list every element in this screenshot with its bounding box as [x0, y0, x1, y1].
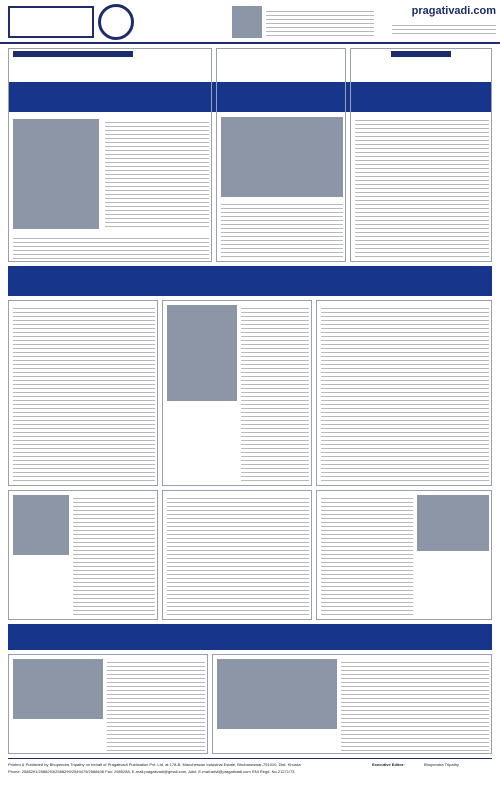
story-center-top-photo	[221, 117, 343, 197]
story-mid-left-text	[13, 305, 155, 483]
story-low-right-photo	[417, 495, 489, 551]
story-center-top-text	[221, 201, 343, 259]
story-bottom-right-text	[341, 659, 489, 751]
story-bottom-right-photo	[217, 659, 337, 729]
story-low-left-photo	[13, 495, 69, 555]
footer-imprint: Printed & Published by Bhupendra Tripathy on behalf of Pragativadi Publication Pvt. Ltd. at 178-B, Mancheswar Industrial Estate, Bhubaneswar-751010, Dist. Khurda	[8, 762, 301, 767]
story-bottom-right	[212, 654, 492, 754]
story-mid-center	[162, 300, 312, 486]
masthead-notice	[266, 8, 374, 36]
website-label[interactable]: pragativadi.com	[411, 5, 496, 17]
story-center-top	[216, 48, 346, 262]
bottom-headline-band	[8, 624, 492, 650]
supplement-title-box	[8, 6, 94, 38]
story-right-top	[350, 48, 492, 262]
story-mid-center-photo	[167, 305, 237, 401]
contact-strip	[392, 22, 496, 36]
anniversary-emblem	[98, 4, 134, 40]
masthead	[0, 0, 500, 44]
story-bottom-left	[8, 654, 208, 754]
story-mid-right-text	[321, 305, 489, 483]
story-bottom-left-photo	[13, 659, 103, 719]
story-mid-left	[8, 300, 158, 486]
story-left-top-text	[105, 119, 209, 229]
story-left-top-kicker	[13, 51, 133, 57]
story-right-top-text	[355, 117, 489, 259]
portrait-photo	[232, 6, 262, 38]
story-mid-right	[316, 300, 492, 486]
story-low-center	[162, 490, 312, 620]
story-low-left-text	[73, 495, 155, 617]
footer-editor-name: Bhupendra Tripathy	[424, 762, 459, 767]
footer-editor-label: Executive Editor:	[372, 762, 405, 767]
story-left-top	[8, 48, 212, 262]
story-right-top-kicker	[391, 51, 451, 57]
story-low-right	[316, 490, 492, 620]
story-mid-center-text	[241, 305, 309, 483]
story-low-left	[8, 490, 158, 620]
story-left-top-photo	[13, 119, 99, 229]
footer-contact: Phone: 2588291/2588293/2588299/2549475/2588406 Fax: 2585288, E-mail:pragativadi@gmail.com, Advt. E-mail:advt@pragativadi.com RNI Regd. No.21271/73	[8, 769, 295, 774]
second-headline-band	[8, 266, 492, 296]
story-low-center-text	[167, 495, 309, 617]
story-bottom-left-text	[107, 659, 205, 751]
footer-rule	[8, 758, 492, 759]
story-low-right-text	[321, 495, 413, 617]
story-left-top-caption	[13, 235, 209, 259]
